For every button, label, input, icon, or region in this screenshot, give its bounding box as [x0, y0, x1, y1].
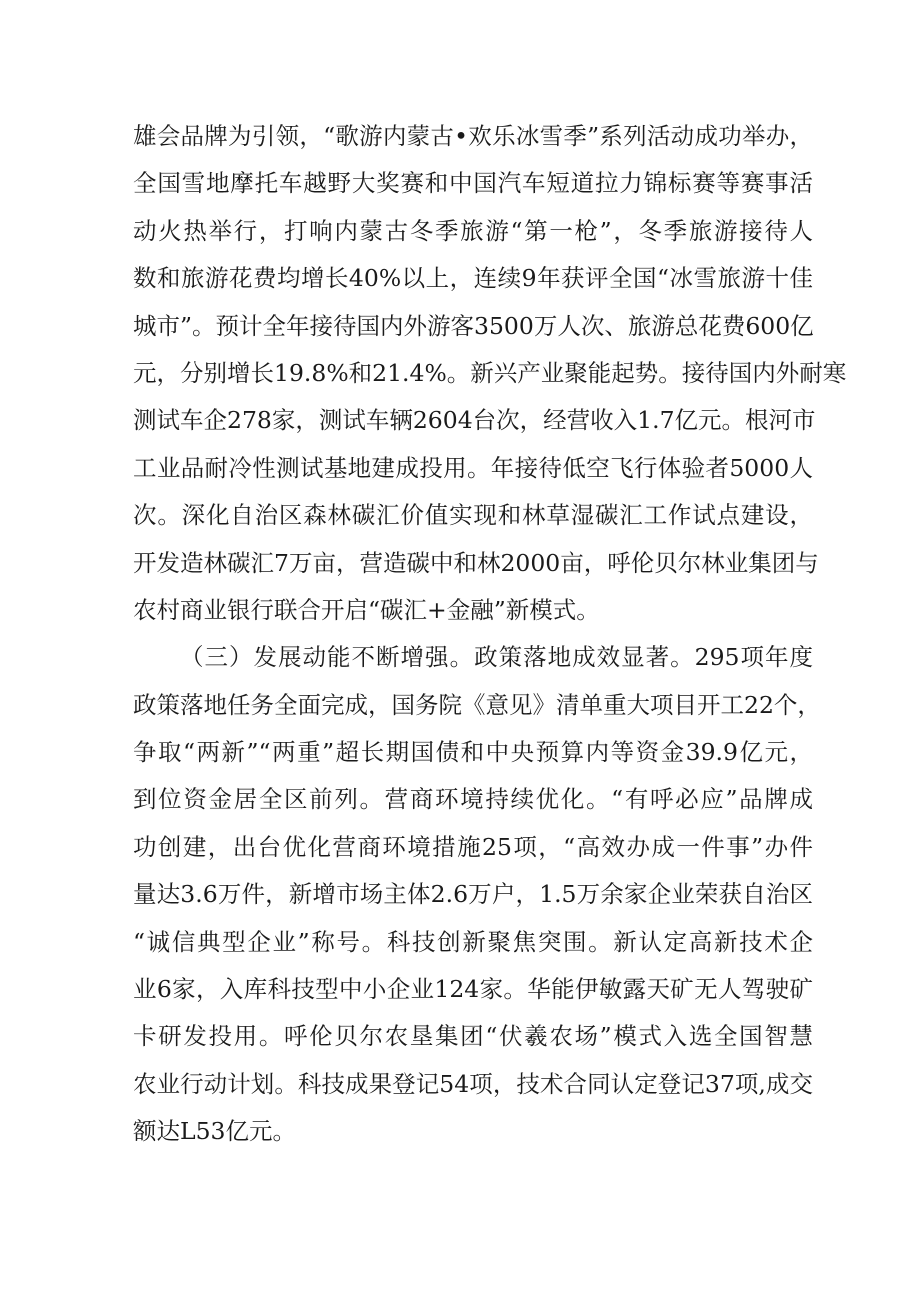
text-line: 测试车企278家，测试车辆2604台次，经营收入1.7亿元。根河市: [133, 406, 816, 435]
text-line: 额达L53亿元。: [133, 1117, 297, 1146]
text-line: 工业品耐冷性测试基地建成投用。年接待低空飞行体验者5000人: [133, 453, 813, 482]
text-line: 全国雪地摩托车越野大奖赛和中国汽车短道拉力锦标赛等赛事活: [133, 169, 813, 198]
text-line: 政策落地任务全面完成，国务院《意见》清单重大项目开工22个，: [133, 690, 821, 719]
text-line: 到位资金居全区前列。营商环境持续优化。“有呼必应”品牌成: [133, 785, 813, 814]
paragraph-development-momentum: [133, 634, 821, 1155]
text-line: 数和旅游花费均增长40%以上，连续9年获评全国“冰雪旅游十佳: [133, 264, 813, 293]
text-line: 业6家，入库科技型中小企业124家。华能伊敏露天矿无人驾驶矿: [133, 975, 813, 1004]
text-line: 量达3.6万件，新增市场主体2.6万户，1.5万余家企业荣获自治区: [133, 880, 813, 909]
text-line: 次。深化自治区森林碳汇价值实现和林草湿碳汇工作试点建设，: [133, 501, 813, 530]
text-line: “诚信典型企业”称号。科技创新聚焦突围。新认定高新技术企: [133, 927, 813, 956]
text-line: （三）发展动能不断增强。政策落地成效显著。295项年度: [180, 643, 813, 672]
text-line: 城市”。预计全年接待国内外游客3500万人次、旅游总花费600亿: [133, 311, 814, 340]
text-line: 开发造林碳汇7万亩，营造碳中和林2000亩，呼伦贝尔林业集团与: [133, 548, 819, 577]
paragraph-tourism-industry: [133, 113, 847, 634]
text-line: 农村商业银行联合开启“碳汇+金融”新模式。: [133, 595, 600, 624]
text-line: 功创建，出台优化营商环境措施25项，“高效办成一件事”办件: [133, 832, 813, 861]
document-body: [133, 113, 847, 1156]
text-line: 卡研发投用。呼伦贝尔农垦集团“伏羲农场”模式入选全国智慧: [133, 1022, 813, 1051]
text-line: 元，分别增长19.8%和21.4%。新兴产业聚能起势。接待国内外耐寒: [133, 358, 847, 387]
text-line: 争取“两新”“两重”超长期国债和中央预算内等资金39.9亿元，: [133, 738, 813, 767]
text-line: 农业行动计划。科技成果登记54项，技术合同认定登记37项,成交: [133, 1069, 813, 1098]
text-line: 动火热举行，打响内蒙古冬季旅游“第一枪”，冬季旅游接待人: [133, 216, 813, 245]
text-line: 雄会品牌为引领，“歌游内蒙古•欢乐冰雪季”系列活动成功举办，: [133, 122, 813, 150]
